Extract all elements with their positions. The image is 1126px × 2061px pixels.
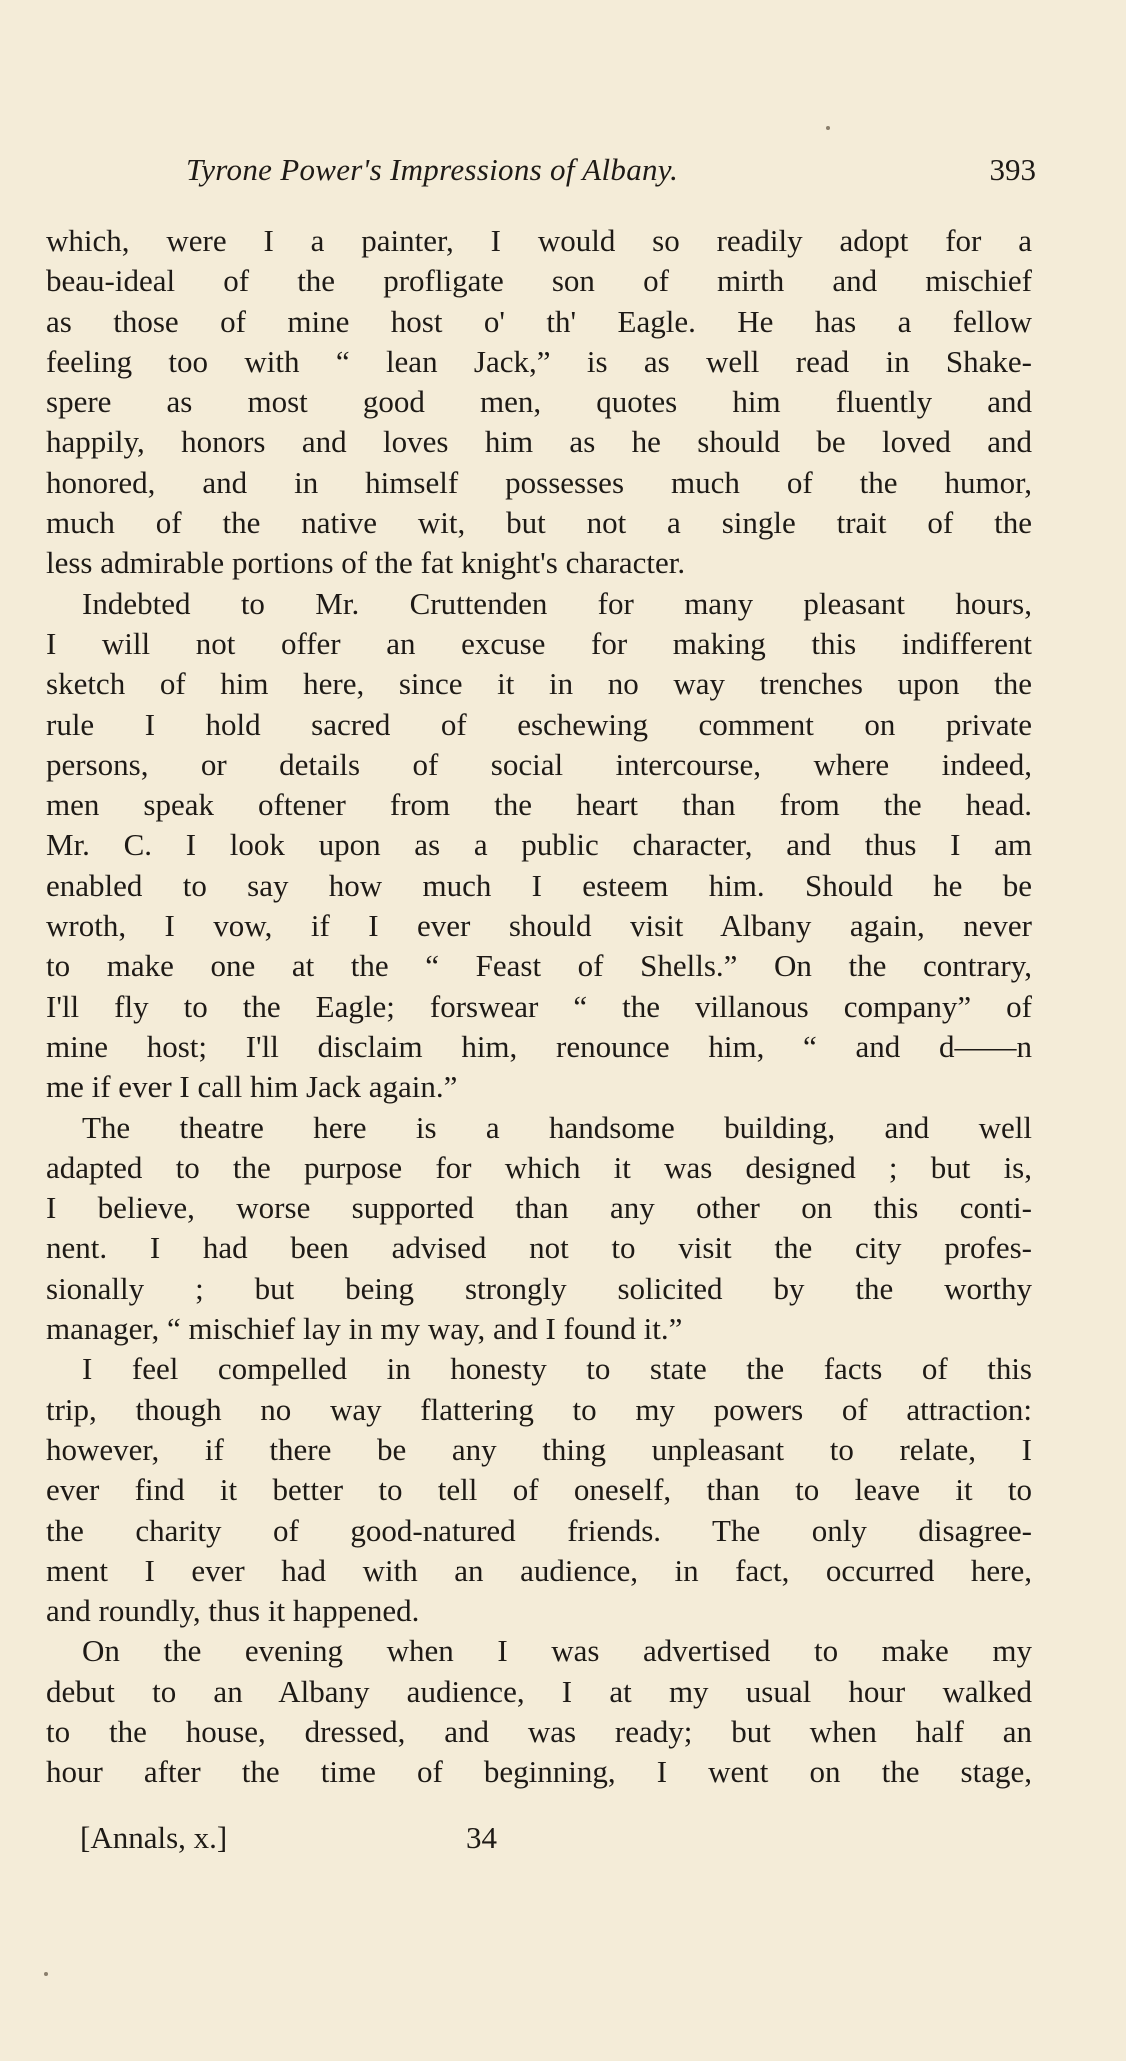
text-line: rule I hold sacred of eschewing comment on private [46,706,1032,742]
text-line: manager, “ mischief lay in my way, and I found it.” [46,1311,683,1347]
text-line: honored, and in himself possesses much of the humor, [46,464,1032,500]
text-line: as those of mine host o' th' Eagle. He has a fellow [46,303,1032,339]
signature-mark: [Annals, x.] [80,1820,228,1855]
text-line: nent. I had been advised not to visit the city profes- [46,1230,1032,1266]
text-line: ever find it better to tell of oneself, than to leave it to [46,1472,1032,1508]
text-line: The theatre here is a handsome building, and well [82,1109,1032,1145]
text-line: On the evening when I was advertised to make my [82,1633,1032,1669]
text-line: Indebted to Mr. Cruttenden for many pleasant hours, [82,585,1032,621]
text-line: and roundly, thus it happened. [46,1593,420,1629]
running-title: Tyrone Power's Impressions of Albany. [186,152,679,187]
text-line: the charity of good-natured friends. The only disagree- [46,1512,1032,1548]
page-header [46,152,1036,200]
text-line: me if ever I call him Jack again.” [46,1069,458,1105]
text-line: Mr. C. I look upon as a public character, and thus I am [46,827,1032,863]
text-line: much of the native wit, but not a single trait of the [46,505,1032,541]
text-line: I will not offer an excuse for making this indifferent [46,625,1032,661]
page-footer [80,1820,780,1864]
text-line: persons, or details of social intercourse, where indeed, [46,746,1032,782]
page-number: 393 [989,152,1036,187]
text-line: which, were I a painter, I would so readily adopt for a [46,223,1032,258]
text-line: ment I ever had with an audience, in fact, occurred here, [46,1552,1032,1588]
signature-number: 34 [466,1820,497,1855]
text-line: less admirable portions of the fat knight's character. [46,545,686,581]
text-line: spere as most good men, quotes him fluently and [46,384,1032,420]
speck-mark [826,126,830,130]
text-line: however, if there be any thing unpleasant to relate, I [46,1431,1032,1467]
text-line: happily, honors and loves him as he should be loved and [46,424,1032,460]
text-line: to the house, dressed, and was ready; but when half an [46,1713,1032,1749]
text-line: to make one at the “ Feast of Shells.” On the contrary, [46,948,1032,984]
text-line: wroth, I vow, if I ever should visit Albany again, never [46,908,1032,944]
text-line: hour after the time of beginning, I went on the stage, [46,1754,1032,1790]
text-line: men speak oftener from the heart than from the head. [46,787,1032,823]
text-line: feeling too with “ lean Jack,” is as well read in Shake- [46,343,1032,379]
text-line: mine host; I'll disclaim him, renounce him, “ and d——n [46,1028,1032,1064]
text-line: adapted to the purpose for which it was designed ; but is, [46,1149,1032,1185]
text-line: enabled to say how much I esteem him. Should he be [46,867,1032,903]
text-line: trip, though no way flattering to my powers of attraction: [46,1391,1032,1427]
speck-mark [44,1972,48,1976]
text-line: I believe, worse supported than any other on this conti- [46,1190,1032,1226]
text-line: I'll fly to the Eagle; forswear “ the villanous company” of [46,988,1032,1024]
text-line: debut to an Albany audience, I at my usual hour walked [46,1673,1032,1709]
text-line: sketch of him here, since it in no way trenches upon the [46,666,1032,702]
text-line: I feel compelled in honesty to state the facts of this [82,1351,1032,1387]
text-line: sionally ; but being strongly solicited by the worthy [46,1270,1032,1306]
body-text [46,221,1032,1793]
text-line: beau-ideal of the profligate son of mirth and mischief [46,263,1032,299]
